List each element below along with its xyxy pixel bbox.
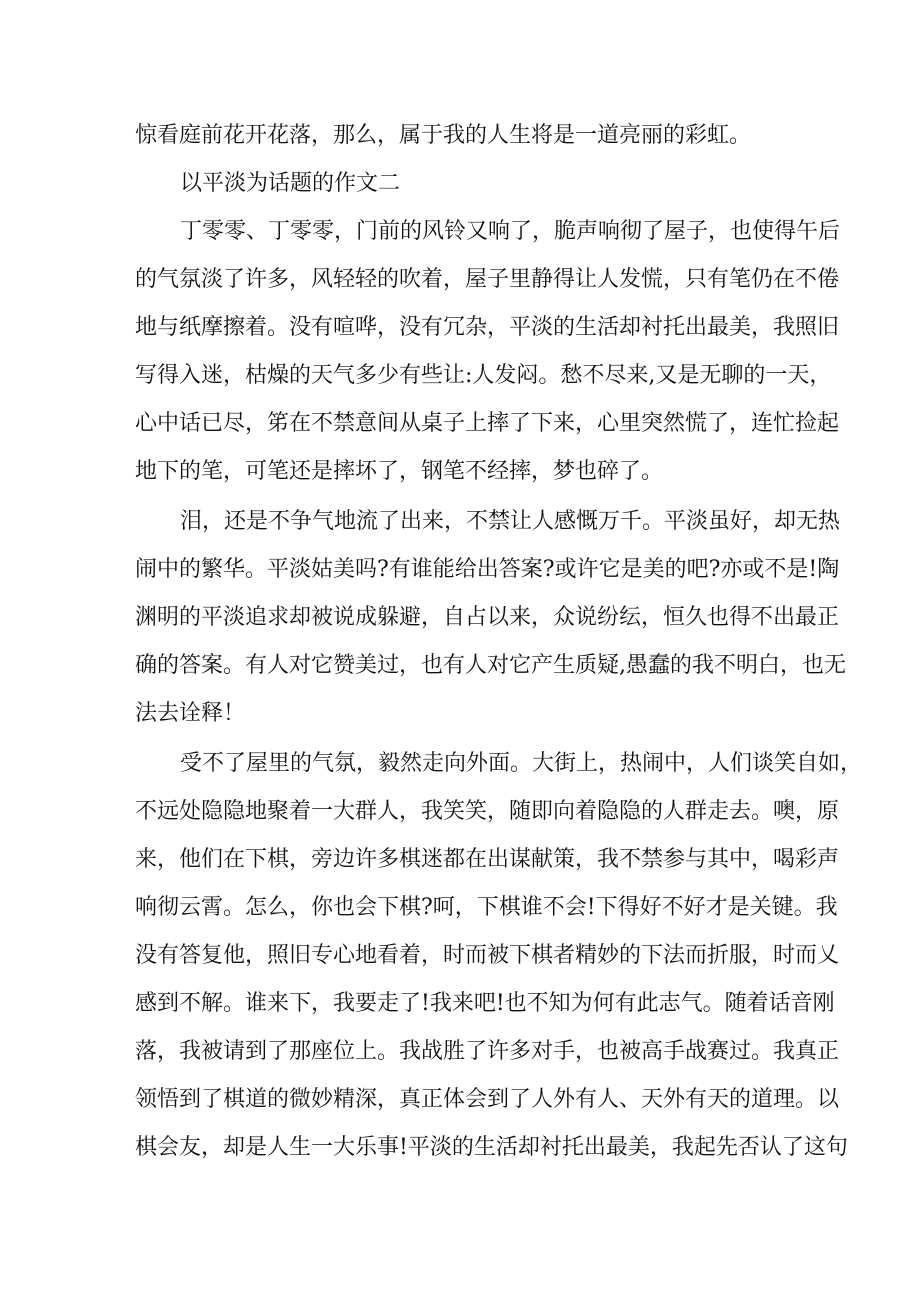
text-line: 惊看庭前花开花落，那么，属于我的人生将是一道亮丽的彩虹。 [135, 123, 752, 148]
text-line: 的气氛淡了许多，风轻轻的吹着，屋子里静得让人发慌，只有笔仍在不倦 [135, 267, 840, 292]
text-line: 确的答案。有人对它赞美过，也有人对它产生质疑,愚蠢的我不明白，也无 [135, 653, 846, 678]
text-line: 受不了屋里的气氛，毅然走向外面。大街上，热闹中，人们谈笑自如， [180, 751, 863, 776]
text-line: 丁零零、丁零零，门前的风铃又响了，脆声响彻了屋子，也使得午后 [180, 219, 841, 244]
text-line: 棋会友，却是人生一大乐事!平淡的生活却衬托出最美，我起先否认了这句 [135, 1135, 848, 1160]
text-line: 落，我被请到了那座位上。我战胜了许多对手，也被高手战赛过。我真正 [135, 1039, 840, 1064]
text-line: 写得入迷，枯燥的天气多少有些让:人发闷。愁不尽来,又是无聊的一天， [135, 363, 832, 388]
text-line: 领悟到了棋道的微妙精深，真正体会到了人外有人、天外有天的道理。以 [135, 1087, 840, 1112]
text-line: 不远处隐隐地聚着一大群人，我笑笑，随即向着隐隐的人群走去。噢，原 [135, 799, 840, 824]
text-line: 闹中的繁华。平淡姑美吗?有谁能给出答案?或许它是美的吧?亦或不是!陶 [135, 557, 840, 582]
text-line: 没有答复他，照旧专心地看着，时而被下棋者精妙的下法而折服，时而乂 [135, 943, 840, 968]
text-line: 地与纸摩擦着。没有喧哗，没有冗杂，平淡的生活却衬托出最美，我照旧 [135, 315, 840, 340]
text-line: 感到不解。谁来下，我要走了!我来吧!也不知为何有此志气。随着话音刚 [135, 991, 835, 1016]
text-line: 地下的笔，可笔还是摔坏了，钢笔不经摔，梦也碎了。 [135, 459, 664, 484]
text-line: 泪，还是不争气地流了出来，不禁让人感慨万千。平淡虽好，却无热 [180, 509, 841, 534]
text-line: 心中话已尽，笫在不禁意间从桌子上摔了下来，心里突然慌了，连忙捡起 [135, 411, 840, 436]
text-line: 响彻云霄。怎么，你也会下棋?呵，下棋谁不会!下得好不好才是关键。我 [135, 895, 838, 920]
text-line: 法去诠释！ [135, 701, 246, 726]
text-line: 来，他们在下棋，旁边许多棋迷都在出谋献策，我不禁参与其中，喝彩声 [135, 847, 840, 872]
section-heading: 以平淡为话题的作文二 [180, 171, 401, 196]
text-line: 渊明的平淡追求却被说成躲避，自占以来，众说纷纭，恒久也得不出最正 [135, 605, 840, 630]
